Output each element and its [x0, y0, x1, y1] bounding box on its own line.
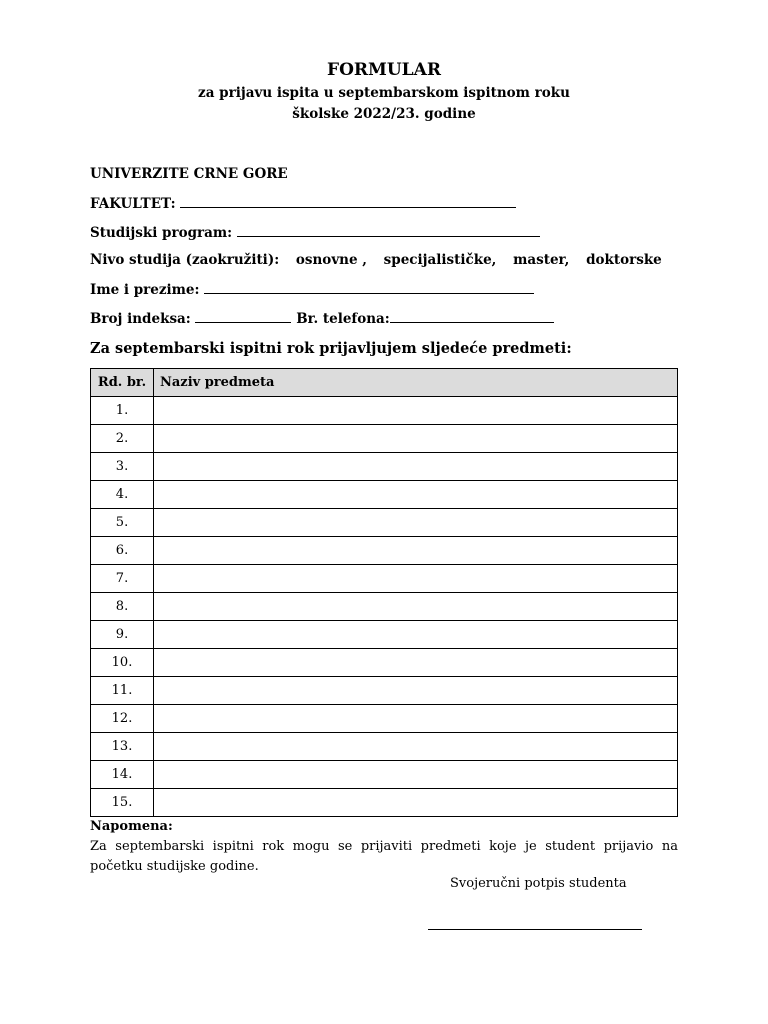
document-title: FORMULAR — [327, 60, 441, 80]
table-row — [91, 565, 678, 593]
document-subtitle: za prijavu ispita u septembarskom ispitnom roku — [198, 85, 570, 101]
subject-cell[interactable] — [154, 565, 678, 593]
row-number: 2. — [91, 425, 154, 453]
table-row — [91, 509, 678, 537]
table-row — [91, 649, 678, 677]
table-row — [91, 677, 678, 705]
subject-cell[interactable] — [154, 677, 678, 705]
table-header-row — [91, 369, 678, 397]
table-row — [91, 761, 678, 789]
subject-cell[interactable] — [154, 509, 678, 537]
row-number: 7. — [91, 565, 154, 593]
faculty-input-line[interactable] — [180, 195, 516, 208]
faculty-label: FAKULTET: — [90, 196, 176, 212]
table-row — [91, 397, 678, 425]
subject-cell[interactable] — [154, 481, 678, 509]
row-number: 6. — [91, 537, 154, 565]
row-number: 1. — [91, 397, 154, 425]
row-number: 12. — [91, 705, 154, 733]
program-label: Studijski program: — [90, 225, 233, 241]
subject-cell[interactable] — [154, 705, 678, 733]
table-row — [91, 789, 678, 817]
column-header-subject: Naziv predmeta — [154, 369, 678, 397]
faculty-field — [90, 195, 516, 212]
subjects-table — [90, 368, 678, 817]
row-number: 11. — [91, 677, 154, 705]
subject-cell[interactable] — [154, 453, 678, 481]
table-row — [91, 481, 678, 509]
subject-cell[interactable] — [154, 649, 678, 677]
level-option-basic[interactable]: osnovne , — [295, 252, 367, 268]
row-number: 15. — [91, 789, 154, 817]
name-label: Ime i prezime: — [90, 282, 200, 298]
index-phone-field — [90, 310, 554, 327]
row-number: 5. — [91, 509, 154, 537]
row-number: 8. — [91, 593, 154, 621]
index-label: Broj indeksa: — [90, 311, 191, 327]
row-number: 10. — [91, 649, 154, 677]
table-row — [91, 705, 678, 733]
subject-cell[interactable] — [154, 761, 678, 789]
index-input-line[interactable] — [195, 310, 291, 323]
row-number: 13. — [91, 733, 154, 761]
level-option-doctoral[interactable]: doktorske — [586, 252, 662, 268]
level-option-specialist[interactable]: specijalističke, — [383, 252, 497, 268]
subject-cell[interactable] — [154, 425, 678, 453]
table-row — [91, 537, 678, 565]
column-header-number: Rd. br. — [91, 369, 154, 397]
subject-cell[interactable] — [154, 733, 678, 761]
phone-label: Br. telefona: — [296, 311, 390, 327]
table-row — [91, 453, 678, 481]
study-level-field — [90, 252, 662, 268]
subject-cell[interactable] — [154, 789, 678, 817]
table-row — [91, 593, 678, 621]
phone-input-line[interactable] — [390, 310, 554, 323]
row-number: 3. — [91, 453, 154, 481]
table-row — [91, 733, 678, 761]
table-row — [91, 621, 678, 649]
row-number: 9. — [91, 621, 154, 649]
signature-label: Svojeručni potpis studenta — [450, 876, 627, 891]
subject-cell[interactable] — [154, 537, 678, 565]
subject-cell[interactable] — [154, 397, 678, 425]
level-option-master[interactable]: master, — [513, 252, 570, 268]
table-row — [91, 425, 678, 453]
study-level-label: Nivo studija (zaokružiti): — [90, 252, 280, 268]
program-field — [90, 224, 540, 241]
note-label: Napomena: — [90, 819, 173, 834]
name-field — [90, 281, 534, 298]
subject-cell[interactable] — [154, 593, 678, 621]
row-number: 14. — [91, 761, 154, 789]
document-school-year: školske 2022/23. godine — [292, 106, 476, 122]
subject-cell[interactable] — [154, 621, 678, 649]
university-name: UNIVERZITE CRNE GORE — [90, 166, 288, 182]
subjects-intro: Za septembarski ispitni rok prijavljujem sljedeće predmeti: — [90, 340, 572, 357]
row-number: 4. — [91, 481, 154, 509]
note-text: Za septembarski ispitni rok mogu se prijaviti predmeti koje je student prijavio na početku studijske godine. — [90, 839, 678, 874]
program-input-line[interactable] — [237, 224, 540, 237]
name-input-line[interactable] — [204, 281, 534, 294]
signature-line[interactable] — [428, 928, 642, 930]
